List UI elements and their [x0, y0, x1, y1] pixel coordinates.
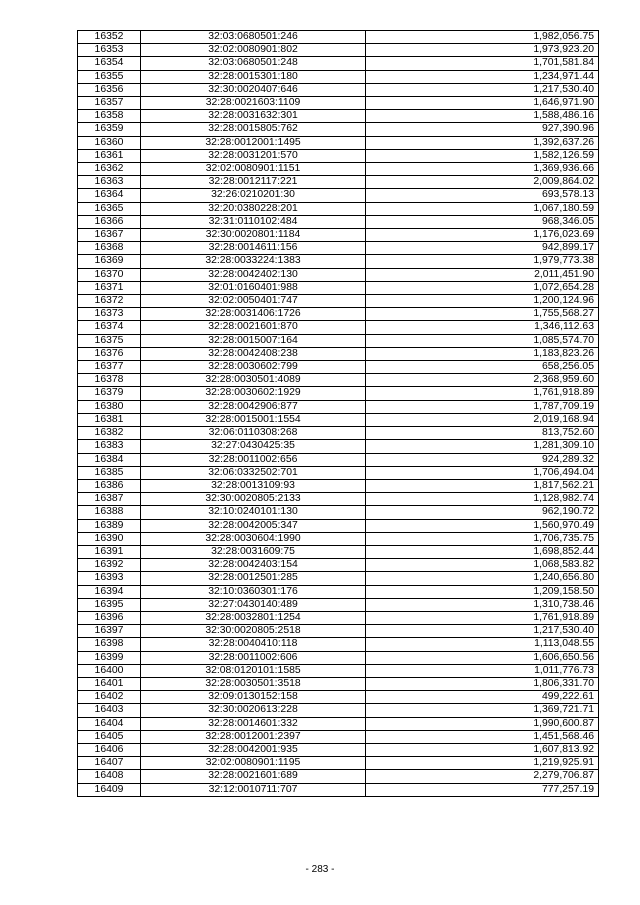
value-cell: 1,209,158.50	[366, 585, 599, 598]
table-row	[78, 611, 599, 624]
table-row	[78, 163, 599, 176]
row-number-cell: 16407	[78, 757, 141, 770]
value-cell: 813,752.60	[366, 427, 599, 440]
cadastral-number-cell: 32:28:0030602:1929	[141, 387, 366, 400]
row-number-cell: 16397	[78, 625, 141, 638]
cadastral-number-cell: 32:28:0015007:164	[141, 334, 366, 347]
row-number-cell: 16406	[78, 743, 141, 756]
cadastral-number-cell: 32:28:0030604:1990	[141, 532, 366, 545]
value-cell: 1,990,600.87	[366, 717, 599, 730]
value-cell: 1,706,494.04	[366, 466, 599, 479]
row-number-cell: 16368	[78, 242, 141, 255]
table-row	[78, 268, 599, 281]
row-number-cell: 16387	[78, 493, 141, 506]
row-number-cell: 16391	[78, 545, 141, 558]
table-row	[78, 400, 599, 413]
value-cell: 968,346.05	[366, 215, 599, 228]
row-number-cell: 16378	[78, 374, 141, 387]
value-cell: 1,588,486.16	[366, 110, 599, 123]
cadastral-number-cell: 32:28:0042402:130	[141, 268, 366, 281]
row-number-cell: 16386	[78, 479, 141, 492]
cadastral-number-cell: 32:28:0031406:1726	[141, 308, 366, 321]
table-row	[78, 466, 599, 479]
table-row	[78, 149, 599, 162]
cadastral-number-cell: 32:06:0110308:268	[141, 427, 366, 440]
table-row	[78, 83, 599, 96]
cadastral-number-cell: 32:03:0680501:248	[141, 57, 366, 70]
table-row	[78, 229, 599, 242]
value-cell: 1,560,970.49	[366, 519, 599, 532]
cadastral-number-cell: 32:09:0130152:158	[141, 691, 366, 704]
table-row	[78, 506, 599, 519]
value-cell: 658,256.05	[366, 361, 599, 374]
cadastral-number-cell: 32:31:0110102:484	[141, 215, 366, 228]
row-number-cell: 16389	[78, 519, 141, 532]
row-number-cell: 16404	[78, 717, 141, 730]
value-cell: 924,289.32	[366, 453, 599, 466]
row-number-cell: 16360	[78, 136, 141, 149]
row-number-cell: 16403	[78, 704, 141, 717]
cadastral-number-cell: 32:28:0012001:2397	[141, 730, 366, 743]
cadastral-number-cell: 32:27:0430425:35	[141, 440, 366, 453]
value-cell: 1,817,562.21	[366, 479, 599, 492]
table-row	[78, 730, 599, 743]
cadastral-number-cell: 32:28:0015301:180	[141, 70, 366, 83]
value-cell: 1,219,925.91	[366, 757, 599, 770]
row-number-cell: 16382	[78, 427, 141, 440]
value-cell: 1,234,971.44	[366, 70, 599, 83]
value-cell: 942,899.17	[366, 242, 599, 255]
table-row	[78, 427, 599, 440]
row-number-cell: 16353	[78, 44, 141, 57]
value-cell: 1,761,918.89	[366, 387, 599, 400]
cadastral-number-cell: 32:02:0080901:1195	[141, 757, 366, 770]
row-number-cell: 16396	[78, 611, 141, 624]
value-cell: 1,451,568.46	[366, 730, 599, 743]
table-row	[78, 572, 599, 585]
row-number-cell: 16364	[78, 189, 141, 202]
row-number-cell: 16383	[78, 440, 141, 453]
cadastral-number-cell: 32:28:0012001:1495	[141, 136, 366, 149]
table-row	[78, 783, 599, 796]
table-row	[78, 493, 599, 506]
value-cell: 1,183,823.26	[366, 347, 599, 360]
row-number-cell: 16399	[78, 651, 141, 664]
cadastral-number-cell: 32:02:0080901:1151	[141, 163, 366, 176]
row-number-cell: 16400	[78, 664, 141, 677]
table-row	[78, 110, 599, 123]
row-number-cell: 16365	[78, 202, 141, 215]
value-cell: 1,217,530.40	[366, 83, 599, 96]
cadastral-number-cell: 32:02:0050401:747	[141, 295, 366, 308]
value-cell: 2,368,959.60	[366, 374, 599, 387]
row-number-cell: 16409	[78, 783, 141, 796]
table-row	[78, 743, 599, 756]
row-number-cell: 16394	[78, 585, 141, 598]
value-cell: 2,019,168.94	[366, 413, 599, 426]
cadastral-number-cell: 32:28:0031632:301	[141, 110, 366, 123]
row-number-cell: 16362	[78, 163, 141, 176]
value-cell: 2,279,706.87	[366, 770, 599, 783]
row-number-cell: 16402	[78, 691, 141, 704]
page-number: - 283 -	[305, 864, 335, 875]
cadastral-number-cell: 32:28:0021603:1109	[141, 97, 366, 110]
table-row	[78, 215, 599, 228]
table-row	[78, 757, 599, 770]
row-number-cell: 16371	[78, 281, 141, 294]
row-number-cell: 16363	[78, 176, 141, 189]
table-row	[78, 136, 599, 149]
cadastral-number-cell: 32:28:0021601:689	[141, 770, 366, 783]
value-cell: 1,701,581.84	[366, 57, 599, 70]
cadastral-number-cell: 32:30:0020801:1184	[141, 229, 366, 242]
value-cell: 1,072,654.28	[366, 281, 599, 294]
table-row	[78, 545, 599, 558]
row-number-cell: 16361	[78, 149, 141, 162]
row-number-cell: 16395	[78, 598, 141, 611]
row-number-cell: 16369	[78, 255, 141, 268]
cadastral-number-cell: 32:08:0120101:1585	[141, 664, 366, 677]
table-row	[78, 334, 599, 347]
value-cell: 962,190.72	[366, 506, 599, 519]
row-number-cell: 16405	[78, 730, 141, 743]
cadastral-number-cell: 32:28:0033224:1383	[141, 255, 366, 268]
table-row	[78, 97, 599, 110]
cadastral-number-cell: 32:03:0680501:246	[141, 31, 366, 44]
table-row	[78, 189, 599, 202]
value-cell: 1,606,650.56	[366, 651, 599, 664]
cadastral-number-cell: 32:10:0240101:130	[141, 506, 366, 519]
row-number-cell: 16381	[78, 413, 141, 426]
cadastral-number-cell: 32:12:0010711:707	[141, 783, 366, 796]
table-row	[78, 361, 599, 374]
cadastral-number-cell: 32:28:0042001:935	[141, 743, 366, 756]
value-cell: 777,257.19	[366, 783, 599, 796]
value-cell: 1,085,574.70	[366, 334, 599, 347]
cadastral-number-cell: 32:06:0332502:701	[141, 466, 366, 479]
cadastral-number-cell: 32:28:0030501:3518	[141, 677, 366, 690]
table-row	[78, 70, 599, 83]
cadastral-value-table	[77, 30, 599, 797]
row-number-cell: 16379	[78, 387, 141, 400]
cadastral-number-cell: 32:28:0042005:347	[141, 519, 366, 532]
table-row	[78, 651, 599, 664]
value-cell: 2,009,864.02	[366, 176, 599, 189]
value-cell: 927,390.96	[366, 123, 599, 136]
table-row	[78, 255, 599, 268]
table-row	[78, 281, 599, 294]
row-number-cell: 16398	[78, 638, 141, 651]
cadastral-number-cell: 32:28:0031201:570	[141, 149, 366, 162]
table-row	[78, 321, 599, 334]
value-cell: 1,755,568.27	[366, 308, 599, 321]
table-row	[78, 202, 599, 215]
cadastral-number-cell: 32:28:0030602:799	[141, 361, 366, 374]
cadastral-number-cell: 32:28:0011002:606	[141, 651, 366, 664]
table-row	[78, 176, 599, 189]
cadastral-number-cell: 32:30:0020805:2518	[141, 625, 366, 638]
cadastral-number-cell: 32:10:0360301:176	[141, 585, 366, 598]
table-row	[78, 57, 599, 70]
table-row	[78, 308, 599, 321]
value-cell: 1,973,923.20	[366, 44, 599, 57]
table-row	[78, 625, 599, 638]
table-row	[78, 242, 599, 255]
value-cell: 1,200,124.96	[366, 295, 599, 308]
cadastral-number-cell: 32:26:0210201:30	[141, 189, 366, 202]
table-row	[78, 347, 599, 360]
cadastral-number-cell: 32:28:0032801:1254	[141, 611, 366, 624]
table-row	[78, 31, 599, 44]
cadastral-number-cell: 32:28:0014611:156	[141, 242, 366, 255]
table-row	[78, 413, 599, 426]
cadastral-number-cell: 32:28:0031609:75	[141, 545, 366, 558]
value-cell: 1,346,112.63	[366, 321, 599, 334]
table-row	[78, 123, 599, 136]
table-row	[78, 664, 599, 677]
table-row	[78, 519, 599, 532]
row-number-cell: 16392	[78, 559, 141, 572]
value-cell: 1,806,331.70	[366, 677, 599, 690]
table-body	[78, 31, 599, 797]
cadastral-number-cell: 32:28:0040410:118	[141, 638, 366, 651]
cadastral-number-cell: 32:28:0015001:1554	[141, 413, 366, 426]
table-row	[78, 532, 599, 545]
cadastral-number-cell: 32:20:0380228:201	[141, 202, 366, 215]
row-number-cell: 16352	[78, 31, 141, 44]
value-cell: 1,176,023.69	[366, 229, 599, 242]
value-cell: 1,369,721.71	[366, 704, 599, 717]
table-row	[78, 453, 599, 466]
cadastral-number-cell: 32:28:0012117:221	[141, 176, 366, 189]
value-cell: 1,113,048.55	[366, 638, 599, 651]
value-cell: 1,706,735.75	[366, 532, 599, 545]
value-cell: 2,011,451.90	[366, 268, 599, 281]
row-number-cell: 16377	[78, 361, 141, 374]
cadastral-number-cell: 32:30:0020613:228	[141, 704, 366, 717]
row-number-cell: 16385	[78, 466, 141, 479]
cadastral-number-cell: 32:28:0011002:656	[141, 453, 366, 466]
value-cell: 693,578.13	[366, 189, 599, 202]
cadastral-number-cell: 32:28:0042906:877	[141, 400, 366, 413]
value-cell: 1,068,583.82	[366, 559, 599, 572]
cadastral-number-cell: 32:28:0012501:285	[141, 572, 366, 585]
row-number-cell: 16359	[78, 123, 141, 136]
table-row	[78, 598, 599, 611]
cadastral-number-cell: 32:30:0020407:646	[141, 83, 366, 96]
row-number-cell: 16356	[78, 83, 141, 96]
table-row	[78, 691, 599, 704]
row-number-cell: 16366	[78, 215, 141, 228]
value-cell: 1,698,852.44	[366, 545, 599, 558]
row-number-cell: 16376	[78, 347, 141, 360]
row-number-cell: 16357	[78, 97, 141, 110]
row-number-cell: 16355	[78, 70, 141, 83]
cadastral-number-cell: 32:27:0430140:489	[141, 598, 366, 611]
value-cell: 499,222.61	[366, 691, 599, 704]
value-cell: 1,128,982.74	[366, 493, 599, 506]
table-row	[78, 770, 599, 783]
value-cell: 1,607,813.92	[366, 743, 599, 756]
cadastral-number-cell: 32:28:0042408:238	[141, 347, 366, 360]
value-cell: 1,392,637.26	[366, 136, 599, 149]
cadastral-number-cell: 32:28:0013109:93	[141, 479, 366, 492]
table-row	[78, 387, 599, 400]
table-row	[78, 717, 599, 730]
table-row	[78, 440, 599, 453]
table-row	[78, 704, 599, 717]
row-number-cell: 16354	[78, 57, 141, 70]
row-number-cell: 16393	[78, 572, 141, 585]
row-number-cell: 16370	[78, 268, 141, 281]
value-cell: 1,310,738.46	[366, 598, 599, 611]
row-number-cell: 16367	[78, 229, 141, 242]
cadastral-number-cell: 32:28:0030501:4089	[141, 374, 366, 387]
row-number-cell: 16372	[78, 295, 141, 308]
value-cell: 1,646,971.90	[366, 97, 599, 110]
row-number-cell: 16380	[78, 400, 141, 413]
table-row	[78, 585, 599, 598]
value-cell: 1,369,936.66	[366, 163, 599, 176]
row-number-cell: 16408	[78, 770, 141, 783]
value-cell: 1,761,918.89	[366, 611, 599, 624]
cadastral-number-cell: 32:02:0080901:802	[141, 44, 366, 57]
table-row	[78, 295, 599, 308]
row-number-cell: 16401	[78, 677, 141, 690]
value-cell: 1,217,530.40	[366, 625, 599, 638]
cadastral-number-cell: 32:28:0014601:332	[141, 717, 366, 730]
table-row	[78, 638, 599, 651]
value-cell: 1,582,126.59	[366, 149, 599, 162]
row-number-cell: 16373	[78, 308, 141, 321]
row-number-cell: 16384	[78, 453, 141, 466]
value-cell: 1,787,709.19	[366, 400, 599, 413]
row-number-cell: 16374	[78, 321, 141, 334]
row-number-cell: 16390	[78, 532, 141, 545]
cadastral-number-cell: 32:28:0021601:870	[141, 321, 366, 334]
table-row	[78, 479, 599, 492]
row-number-cell: 16375	[78, 334, 141, 347]
table-row	[78, 559, 599, 572]
value-cell: 1,240,656.80	[366, 572, 599, 585]
value-cell: 1,011,776.73	[366, 664, 599, 677]
cadastral-number-cell: 32:30:0020805:2133	[141, 493, 366, 506]
cadastral-number-cell: 32:28:0042403:154	[141, 559, 366, 572]
table-row	[78, 677, 599, 690]
value-cell: 1,067,180.59	[366, 202, 599, 215]
cadastral-number-cell: 32:28:0015805:762	[141, 123, 366, 136]
value-cell: 1,982,056.75	[366, 31, 599, 44]
table-row	[78, 44, 599, 57]
cadastral-number-cell: 32:01:0160401:988	[141, 281, 366, 294]
table-row	[78, 374, 599, 387]
row-number-cell: 16388	[78, 506, 141, 519]
value-cell: 1,281,309.10	[366, 440, 599, 453]
row-number-cell: 16358	[78, 110, 141, 123]
value-cell: 1,979,773.38	[366, 255, 599, 268]
